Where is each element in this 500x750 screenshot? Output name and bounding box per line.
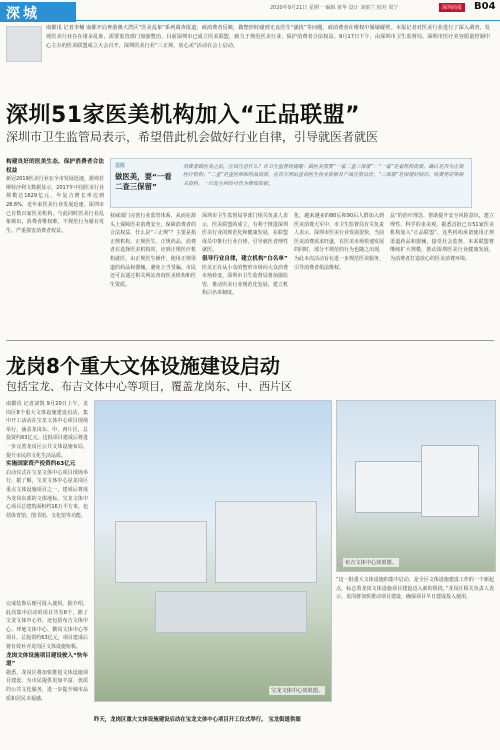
section-band [0,2,76,22]
story2-col2-heading: 龙岗文体设施项目建设驶入“快车道” [6,652,88,668]
story2-col1-heading: 实施国家资产投资约63亿元 [6,461,76,468]
story2-column-1 [6,400,88,520]
story1-subheadline: 深圳市卫生监管局表示，希望借此机会做好行业自律，引导就医者就医 [6,130,379,144]
story1-column-4: 化，越来越多的80后和90后人群加入到医美消费大军中。市卫生监督局有关负责人表示，深圳市医美行业发展很快，当前医美消费需求旺盛，在医美市场快速发展的同时，部分不规范的行为也随之出现，为此本次活动旨在进一步规范医美服务，引导消费者依法维权。 [294,213,385,271]
photo-caption: 昨天，龙岗区重大文体设施建设启动在宝龙文体中心项目开工仪式举行。 宝龙街道供图 [94,717,301,723]
center-photo-caption: 宝龙文体中心效果图。 [271,688,323,694]
story1-col3-text-a: 深圳市卫生监督局等部门相关负责人表示，医美联盟的成立，有利于推进深圳医美行业的规范化和健康发展，在联盟成员中推行行业自律，引导就医者理性就医。 [202,213,288,254]
story1-col3-text-b: 医美正在从小众的整形市场向大众消费市场转变，深圳市卫生监督局将加强监管，推动医美行业规范化发展，建立机构白名单制度。 [202,264,288,297]
paper-badge: 深圳商报 [439,3,465,12]
story2-col1-text-b: 启动仪式在宝龙文体中心项目现场举行，据了解，宝龙文体中心是龙岗区重点文体设施项目之一，建成后将成为龙岗东部的文体地标。宝龙文体中心项目总建筑面积约16万平方米，包括体育馆、图书馆、文化馆等功能。 [6,469,88,519]
story1-lead: 南都讯 记者李楠 南都开启粤港澳大湾区“医美乱象”系列调查报道，商消费者反映，做整形时碰到无良医生“骚扰”等问题，商消费者在维权中屡屡碰壁。本报记者对医美行业进行了深入调查，发现医美行业存在诸多乱象，需要监管部门加强整治。目前深圳市已成立医美联盟，致力于规范医美行业，保护消费者合法权益。9月17日下午，由深圳市卫生监督局、深圳市医疗美容质量控制中心主办的医美联盟成立大会召开，深圳医美行业“三正规、放心美”活动在会上启动。 [46,25,490,49]
story1-column-1 [6,158,104,235]
story1-col3-heading: 倡导行业自律，建立机构“白名单” [202,255,288,262]
story2-col2-text: 完成装饰后便可投入使用。据介绍，此次集中启动的项目共有8个，除了宝龙文体中心外，还包括布吉文体中心、坪地文体中心、横岗文体中心等项目，总投资约63亿元，项目建成后将有效补齐龙岗区文体设施短板。 [6,601,88,650]
story2-col2-text-b: 据悉，龙岗区将加快推进文体设施项目建设，为市民提供更加丰富、优质的公共文化服务，进一步提升城市品质和居民幸福感。 [6,669,88,702]
tip-text: 消费者做医美之前，应该注意什么？市卫生监督局提醒：做医美需要“一看二查三保留”：“一看”是看机构资质，确认是否为正规医疗机构；“二查”是查医师和药品资质，在官方网站查询医生执业资格及产品注册信息；“三保留”是保留好病历、收费凭证等相关资料，一旦发生纠纷可作为维权依据。 [183,164,464,187]
page-number: B04 [474,1,496,12]
right-render [336,400,496,572]
right-render-caption: 布吉文体中心效果图。 [345,560,397,566]
story1-column-3 [202,212,288,298]
story1-column-5: 品”的治疗理念，帮助提升安全风险意识，建立理性、科学的求美观。据悉首批已有51家医美机构加入“正品联盟”，这些机构承诺使用正规渠道药品和器械，接受社会监督。未来联盟将继续扩大规模，推动深圳医美行业健康发展，为消费者打造放心的医美消费环境。 [390,213,494,262]
story1-headline: 深圳51家医美机构加入“正品联盟” [6,103,361,128]
section-name: 深城 [6,6,40,22]
center-photo [94,400,332,702]
tip-title: 做医美，要“一看二查三保留” [115,172,172,191]
tip-box [110,158,472,208]
story2-subheadline: 包括宝龙、布吉文体中心等项目，覆盖龙岗东、中、西片区 [6,380,292,393]
story2-column-5: “这一批重大文体设施的集中启动，是全区文体设施建设工作的一个新起点，标志着龙岗文体设施项目建设迈入新的阶段。”龙岗区相关负责人表示，龙岗将加快推动项目建设，确保项目早日建成投入使用。 [336,577,494,601]
story2-column-2 [6,600,88,703]
tip-tag: 提醒 [115,163,126,169]
story1-column-2: 权威部门完善行业监管体系，从而在源头上保障医美消费安全，保障消费者的合法权益。什么是“三正规”？主要是指正规机构、正规医生、正规药品，消费者在选择医美机构时，应到正规医疗机构就医，由正规医生操作，使用正规渠道的药品和器械，避免上当受骗。市民还可以通过相关网站查询医美机构和医生资质。 [110,213,196,288]
story2-headline: 龙岗8个重大文体设施建设启动 [6,354,280,378]
story1-col1-heading: 构建良好的医美生态，保护消费者合法权益 [6,159,104,174]
reporter-photo [6,26,42,62]
issue-meta: 2020年9月21日 星期一 编辑 黄华 设计 刘雨兰 校对 周宁 [270,5,399,11]
page-header [0,0,500,22]
story1-col1-text: 新冠2019医美行业在全市发展迅速，据弗若斯特沙利文数据显示，2017年中国医美行业规模达1629亿元，年复合增长率达到28.6%，近年来医美行业发展迅速，深圳市已有数百家医美机构，与此同时医美行业乱象频出，消费者维权难，不规范行为屡有发生，严重损害消费者权益。 [6,176,104,234]
story2-col1-text: 南都讯 记者刘凯 9月20日上午，龙岗区8个重大文体设施建设启动，集中开工活动在宝龙文体中心项目现场举行，涵盖龙岗东、中、西片区，总投资约63亿元。这批项目建成后将进一步完善龙岗区公共文体设施布局，提升市民的文化生活品质。 [6,401,88,459]
header-rule [76,20,500,21]
story-divider [6,340,494,341]
